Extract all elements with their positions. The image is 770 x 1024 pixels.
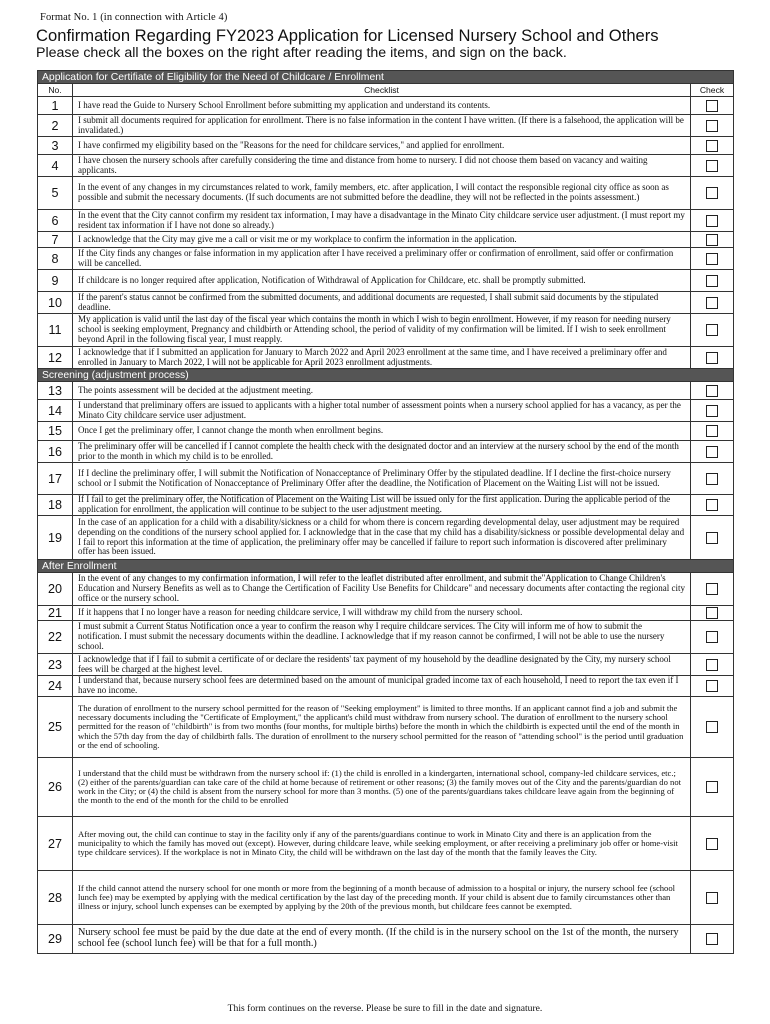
item-text: If the child cannot attend the nursery school for one month or more from the beginning of a month because of admission to a hospital or injury, the nursery school fee (school lunch fee) may be exempted by applying with the medical certification by the last day of the preceding month. If your child is absent due to family circumstances other than illness or injury, school lunch expenses can be exempted by applying by the 20th of the previous month, but childcare fees cannot be exempted. [78, 882, 676, 912]
item-text: I acknowledge that if I fail to submit a certificate of or declare the residents' tax payment of my household by the deadline designated by the City, my nursery school fees will be charged at the highest level. [78, 654, 671, 674]
item-text-cell [73, 871, 691, 924]
check-cell [691, 654, 733, 675]
table-row [38, 382, 733, 400]
check-cell [691, 115, 733, 136]
item-text: Once I get the preliminary offer, I cannot change the month when enrollment begins. [78, 425, 384, 436]
check-cell [691, 925, 733, 953]
checkbox[interactable] [706, 100, 718, 112]
checkbox[interactable] [706, 721, 718, 733]
check-cell [691, 210, 733, 231]
item-text-cell [73, 463, 691, 494]
table-row [38, 573, 733, 606]
check-cell [691, 495, 733, 515]
check-cell [691, 382, 733, 399]
check-cell [691, 292, 733, 313]
checkbox[interactable] [706, 838, 718, 850]
item-text-cell [73, 314, 691, 346]
item-text: I submit all documents required for application for enrollment. There is no false information in the content I have written. (If there is a falsehood, the application will be invalidated.) [78, 115, 684, 135]
item-text: If it happens that I no longer have a reason for needing childcare service, I will withdraw my child from the nursery school. [78, 607, 523, 618]
item-text-cell [73, 654, 691, 675]
checkbox[interactable] [706, 446, 718, 458]
checkbox[interactable] [706, 659, 718, 671]
item-number: 26 [38, 758, 73, 816]
item-text-cell [73, 248, 691, 269]
item-text-cell [73, 697, 691, 757]
table-row [38, 292, 733, 314]
item-text: In the event of any changes in my circumstances related to work, family members, etc. after application, I will contact the responsible regional city office as soon as possible and submit the necessary documents. (If such documents are not submitted before the deadline, they will not be reflected in the points assessment.) [78, 182, 669, 202]
item-text-cell [73, 210, 691, 231]
checkbox[interactable] [706, 140, 718, 152]
item-number: 2 [38, 115, 73, 136]
table-row [38, 422, 733, 441]
check-cell [691, 137, 733, 154]
section-header: Application for Certifiate of Eligibility for the Need of Childcare / Enrollment [38, 71, 733, 84]
item-text: I have read the Guide to Nursery School Enrollment before submitting my application and understand its contents. [78, 99, 491, 110]
checkbox[interactable] [706, 781, 718, 793]
table-row [38, 270, 733, 292]
checklist-table [37, 70, 734, 954]
item-text-cell [73, 495, 691, 515]
checkbox[interactable] [706, 892, 718, 904]
section-header: Screening (adjustment process) [38, 369, 733, 382]
check-cell [691, 347, 733, 368]
item-number: 9 [38, 270, 73, 291]
page-instructions: Please check all the boxes on the right after reading the items, and sign on the back. [36, 45, 567, 61]
item-number: 14 [38, 400, 73, 421]
item-text-cell [73, 516, 691, 559]
checkbox[interactable] [706, 425, 718, 437]
item-text: I have chosen the nursery schools after carefully considering the time and distance from home to nursery. I did not choose them based on vacancy and waiting applicants. [78, 155, 648, 175]
check-cell [691, 232, 733, 247]
item-text-cell [73, 177, 691, 209]
item-text-cell [73, 441, 691, 462]
check-cell [691, 441, 733, 462]
table-row [38, 463, 733, 495]
table-row [38, 155, 733, 177]
page-title: Confirmation Regarding FY2023 Application for Licensed Nursery School and Others [36, 26, 659, 45]
table-row [38, 210, 733, 232]
check-cell [691, 155, 733, 176]
check-cell [691, 758, 733, 816]
item-text: I acknowledge that the City may give me a call or visit me or my workplace to confirm the information in the application. [78, 233, 517, 244]
checkbox[interactable] [706, 297, 718, 309]
checkbox[interactable] [706, 499, 718, 511]
check-cell [691, 697, 733, 757]
section-header: After Enrollment [38, 560, 733, 573]
checkbox[interactable] [706, 583, 718, 595]
table-row [38, 758, 733, 817]
table-row [38, 441, 733, 463]
item-number: 19 [38, 516, 73, 559]
item-text: The points assessment will be decided at the adjustment meeting. [78, 384, 313, 395]
item-text-cell [73, 232, 691, 247]
table-row [38, 606, 733, 621]
checkbox[interactable] [706, 532, 718, 544]
checkbox[interactable] [706, 680, 718, 692]
item-text: In the event that the City cannot confirm my resident tax information, I may have a disadvantage in the Minato City childcare service user adjustment. (I must report my resident tax information if I have not done so already.) [78, 210, 685, 230]
check-cell [691, 871, 733, 924]
table-row [38, 400, 733, 422]
check-cell [691, 314, 733, 346]
table-row [38, 115, 733, 137]
item-text: My application is valid until the last day of the fiscal year which contains the month in which I wish to begin enrollment. However, if my reason for needing nursery school is seeking employment, Pregnancy and childbirth or Attending school, the period of validity of my confirmation will be limited. If I wish to seek enrollment beyond April in the following fiscal year, I must reapply. [78, 314, 671, 344]
item-text-cell [73, 115, 691, 136]
item-text: I understand that the child must be withdrawn from the nursery school if: (1) the child is enrolled in a kindergarten, international school, company-led childcare services, etc.; (2) either of the parents/guardian can take care of the child at home because of retirement or other reasons; (3) the family moves out of the City and the parents/guardian do not work in the City; or (4) the child is absent from the nursery school for more than 3 months. (5) one of the parents/guardians takes childcare leave again from the beginning of the month to the end of the month for the child to be enrolled [78, 767, 682, 806]
item-number: 1 [38, 97, 73, 114]
table-row [38, 495, 733, 516]
table-row [38, 232, 733, 248]
table-row [38, 137, 733, 155]
item-text-cell [73, 925, 691, 953]
item-text: Nursery school fee must be paid by the due date at the end of every month. (If the child is in the nursery school on the 1st of the month, the nursery school fee (school lunch fee) will be that for a full month.) [78, 927, 679, 949]
check-cell [691, 248, 733, 269]
item-text-cell [73, 676, 691, 696]
item-number: 27 [38, 817, 73, 870]
column-header-checklist: Checklist [73, 84, 691, 96]
item-text-cell [73, 606, 691, 620]
checkbox[interactable] [706, 405, 718, 417]
item-text-cell [73, 573, 691, 605]
table-row [38, 97, 733, 115]
checkbox[interactable] [706, 385, 718, 397]
item-text-cell [73, 270, 691, 291]
item-number: 16 [38, 441, 73, 462]
check-cell [691, 177, 733, 209]
item-number: 4 [38, 155, 73, 176]
item-text: If I fail to get the preliminary offer, the Notification of Placement on the Waiting List will be issued only for the first application. During the applicable period of the application for enrollment, the application will continue to be subject to the user adjustment meeting. [78, 495, 671, 514]
item-number: 25 [38, 697, 73, 757]
table-row [38, 621, 733, 654]
check-cell [691, 97, 733, 114]
item-text: I have confirmed my eligibility based on the "Reasons for the need for childcare services," and applied for enrollment. [78, 139, 505, 150]
column-header-no: No. [38, 84, 73, 96]
item-text: In the event of any changes to my confirmation information, I will refer to the leaflet distributed after enrollment, and submit the"Application to Change Children's Education and Nursery Benefits as well as to Change the Certification of Facility Use Benefits for Childcare" and necessary documents after contacting the regional city office or the nursery school. [78, 573, 685, 603]
check-cell [691, 400, 733, 421]
item-number: 22 [38, 621, 73, 653]
checkbox[interactable] [706, 473, 718, 485]
table-header [38, 84, 733, 97]
item-text-cell [73, 400, 691, 421]
item-number: 8 [38, 248, 73, 269]
item-number: 20 [38, 573, 73, 605]
checkbox[interactable] [706, 120, 718, 132]
item-number: 24 [38, 676, 73, 696]
checkbox[interactable] [706, 631, 718, 643]
item-number: 28 [38, 871, 73, 924]
item-text: If the parent's status cannot be confirmed from the submitted documents, and additional documents are requested, I shall submit said documents by the stipulated deadline. [78, 292, 659, 312]
table-row [38, 654, 733, 676]
item-text: I must submit a Current Status Notification once a year to confirm the reason why I require childcare services. The City will inform me of how to submit the notification. I must submit the necessary documents within the deadline. I acknowledge that if my reason cannot be confirmed, I will not be able to use the nursery school. [78, 621, 665, 651]
table-row [38, 676, 733, 697]
checkbox[interactable] [706, 187, 718, 199]
table-row [38, 817, 733, 871]
item-text-cell [73, 292, 691, 313]
item-number: 6 [38, 210, 73, 231]
item-number: 5 [38, 177, 73, 209]
check-cell [691, 422, 733, 440]
table-row [38, 516, 733, 560]
item-text-cell [73, 97, 691, 114]
checkbox[interactable] [706, 324, 718, 336]
item-number: 29 [38, 925, 73, 953]
item-text-cell [73, 422, 691, 440]
item-number: 23 [38, 654, 73, 675]
item-text: If childcare is no longer required after application, Notification of Withdrawal of Application for Childcare, etc. shall be promptly submitted. [78, 274, 586, 285]
checkbox[interactable] [706, 234, 718, 246]
check-cell [691, 573, 733, 605]
check-cell [691, 270, 733, 291]
checkbox[interactable] [706, 352, 718, 364]
check-cell [691, 606, 733, 620]
item-text-cell [73, 758, 691, 816]
table-row [38, 697, 733, 758]
item-text: The duration of enrollment to the nursery school permitted for the reason of "Seeking employment" is limited to three months. If an applicant cannot find a job and submit the necessary documents including the "Certificate of Employment," the applicant's child must withdraw from nursery school. The duration of enrollment to the nursery school permitted for the reason of "childbirth" is from two months (four months, for multiple births) before the month in which the childbirth is expected until the end of the month in which the 57th day from the day of childbirth falls. The duration of enrollment to the nursery school permitted for the reason of "attending school" is the period until graduation or the end of schooling. [78, 703, 684, 750]
item-number: 17 [38, 463, 73, 494]
item-number: 18 [38, 495, 73, 515]
item-text-cell [73, 817, 691, 870]
checkbox[interactable] [706, 215, 718, 227]
check-cell [691, 621, 733, 653]
checkbox[interactable] [706, 253, 718, 265]
check-cell [691, 817, 733, 870]
item-text: I understand that, because nursery school fees are determined based on the amount of municipal graded income tax of each household, I need to report the tax even if I have no income. [78, 676, 679, 695]
format-number: Format No. 1 (in connection with Article 4) [40, 12, 228, 23]
item-number: 21 [38, 606, 73, 620]
checkbox[interactable] [706, 160, 718, 172]
table-row [38, 347, 733, 369]
item-text: In the case of an application for a child with a disability/sickness or a child for whom there is concern regarding developmental delay, user adjustment may be required depending on the conditions of the nursery school applied for. I acknowledge that in the case that my child has a disability/sickness or possible developmental delay and I fail to report this information at the time of application, the preliminary offer may be cancelled if failure to report such information is discovered after preliminary offer has been issued. [78, 517, 685, 557]
item-text-cell [73, 621, 691, 653]
checkbox[interactable] [706, 275, 718, 287]
checkbox[interactable] [706, 607, 718, 619]
item-text-cell [73, 155, 691, 176]
item-text-cell [73, 137, 691, 154]
check-cell [691, 676, 733, 696]
table-row [38, 248, 733, 270]
item-text: If I decline the preliminary offer, I will submit the Notification of Nonacceptance of Preliminary Offer by the stipulated deadline. If I decline the first-choice nursery school or I submit the Notification of Nonacceptance of Preliminary Offer after the deadline, the Notification of Placement on the Waiting List will not be issued. [78, 467, 671, 488]
checkbox[interactable] [706, 933, 718, 945]
item-number: 7 [38, 232, 73, 247]
item-number: 12 [38, 347, 73, 368]
check-cell [691, 516, 733, 559]
item-number: 10 [38, 292, 73, 313]
table-row [38, 314, 733, 347]
item-text: After moving out, the child can continue to stay in the facility only if any of the parents/guardians continue to work in Minato City and there is an application from the municipality to which the family has moved out (except). However, during childcare leave, while seeking employment, or after receiving a preliminary job offer or home-visit type childcare services). If the workplace is not in Minato City, the child will be withdrawn on the last day of the month that the family leaves the City. [78, 828, 678, 858]
item-text-cell [73, 347, 691, 368]
item-number: 13 [38, 382, 73, 399]
item-number: 11 [38, 314, 73, 346]
table-row [38, 177, 733, 210]
item-text: I understand that preliminary offers are issued to applicants with a higher total number of assessment points when a nursery school applied for has a vacancy, as per the Minato City childcare service user adjustment. [78, 400, 681, 420]
item-text: If the City finds any changes or false information in my application after I have received a preliminary offer or confirmation of enrollment, said offer or confirmation will be cancelled. [78, 248, 674, 268]
table-row [38, 925, 733, 953]
item-text: I acknowledge that if I submitted an application for January to March 2022 and April 2023 enrollment at the same time, and I have received a preliminary offer and enrolled in January to March 2022, I will not be applicable for April 2023 enrollment adjustments. [78, 347, 667, 367]
check-cell [691, 463, 733, 494]
item-number: 3 [38, 137, 73, 154]
item-text: The preliminary offer will be cancelled if I cannot complete the health check with the designated doctor and an interview at the nursery school by the end of the month prior to the month in which my child is to be enrolled. [78, 441, 679, 461]
footer-note: This form continues on the reverse. Please be sure to fill in the date and signature. [227, 1003, 543, 1014]
table-row [38, 871, 733, 925]
item-text-cell [73, 382, 691, 399]
column-header-check: Check [699, 85, 725, 95]
item-number: 15 [38, 422, 73, 440]
